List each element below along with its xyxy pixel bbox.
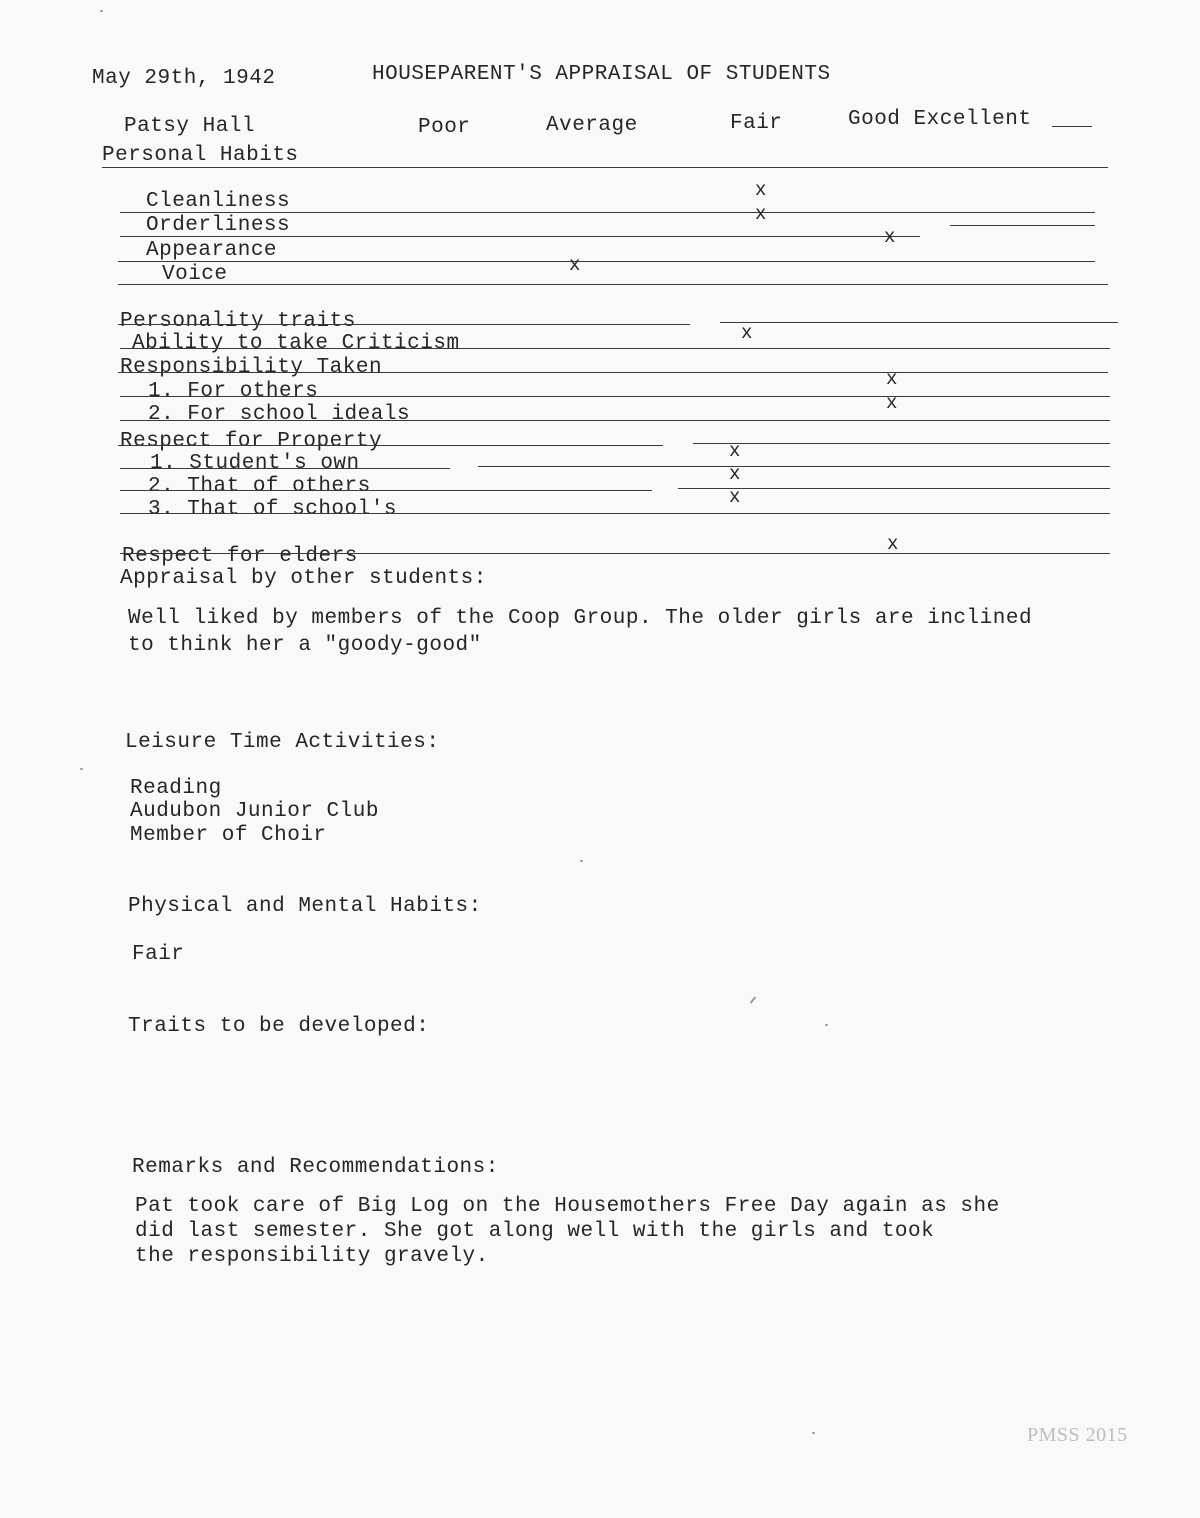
row-line	[120, 236, 920, 237]
label-traits: Traits to be developed:	[128, 1015, 430, 1038]
document-title: HOUSEPARENT'S APPRAISAL OF STUDENTS	[372, 63, 831, 86]
label-students-own: 1. Student's own	[150, 452, 360, 475]
column-good-excellent: Good Excellent	[848, 108, 1032, 131]
row-line	[678, 488, 1110, 489]
mark-voice-average: x	[569, 254, 581, 276]
column-average: Average	[546, 114, 638, 137]
row-line	[102, 167, 1108, 168]
physical-mental-value: Fair	[132, 943, 185, 966]
remarks-text-line-2: did last semester. She got along well with the girls and took	[135, 1220, 935, 1243]
paper-speck	[80, 768, 83, 770]
mark-appearance-good: x	[884, 226, 896, 248]
watermark: PMSS 2015	[1027, 1424, 1128, 1446]
leisure-item: Member of Choir	[130, 824, 327, 847]
row-line	[118, 445, 663, 446]
label-respect-elders: Respect for elders	[122, 545, 358, 568]
row-line	[120, 468, 450, 469]
remarks-text-line-1: Pat took care of Big Log on the Housemothers Free Day again as she	[135, 1195, 1000, 1218]
student-name: Patsy Hall	[124, 115, 256, 138]
row-line	[118, 284, 1108, 285]
mark-criticism-fair: x	[741, 322, 753, 344]
row-line	[118, 372, 1108, 373]
label-that-of-others: 2. That of others	[148, 475, 371, 498]
mark-school-ideals-good: x	[886, 392, 898, 414]
row-line	[118, 324, 690, 325]
row-line	[120, 212, 1095, 213]
column-poor: Poor	[418, 116, 471, 139]
mark-orderliness-fair: x	[755, 203, 767, 225]
row-line	[478, 466, 1110, 467]
label-physical-mental: Physical and Mental Habits:	[128, 895, 482, 918]
header-underline	[1052, 126, 1092, 127]
mark-that-of-others-fair: x	[729, 463, 741, 485]
label-voice: Voice	[162, 263, 228, 286]
row-line	[118, 261, 1095, 262]
label-orderliness: Orderliness	[146, 214, 291, 237]
row-line	[120, 513, 1110, 514]
row-line	[120, 396, 1110, 397]
paper-speck	[825, 1024, 828, 1026]
column-fair: Fair	[730, 112, 783, 135]
row-line	[720, 322, 1118, 323]
paper-speck	[580, 860, 583, 862]
label-remarks: Remarks and Recommendations:	[132, 1156, 499, 1179]
label-school-ideals: 2. For school ideals	[148, 403, 411, 426]
appraisal-text-line-1: Well liked by members of the Coop Group. The older girls are inclined	[128, 607, 1033, 630]
paper-speck	[750, 996, 757, 1003]
label-appraisal-students: Appraisal by other students:	[120, 567, 487, 590]
document-date: May 29th, 1942	[92, 67, 276, 90]
remarks-text-line-3: the responsibility gravely.	[135, 1245, 489, 1268]
mark-respect-elders-good: x	[887, 533, 899, 555]
row-line	[120, 348, 1110, 349]
section-responsibility: Responsibility Taken	[120, 356, 383, 379]
label-cleanliness: Cleanliness	[146, 190, 291, 213]
mark-for-others-good: x	[886, 368, 898, 390]
section-personality-traits: Personality traits	[120, 310, 356, 333]
row-line	[120, 420, 1110, 421]
label-leisure: Leisure Time Activities:	[125, 731, 440, 754]
paper-speck	[812, 1432, 815, 1434]
label-appearance: Appearance	[146, 239, 278, 262]
leisure-item: Audubon Junior Club	[130, 800, 379, 823]
mark-schools-fair: x	[729, 486, 741, 508]
row-line	[120, 490, 652, 491]
leisure-item: Reading	[130, 777, 222, 800]
section-personal-habits: Personal Habits	[102, 144, 299, 167]
section-respect-property: Respect for Property	[120, 430, 383, 453]
row-line	[120, 553, 1110, 554]
paper-speck	[100, 10, 103, 12]
mark-students-own-fair: x	[729, 440, 741, 462]
appraisal-text-line-2: to think her a "goody-good"	[128, 634, 482, 657]
label-ability-criticism: Ability to take Criticism	[132, 332, 460, 355]
row-line	[693, 443, 1110, 444]
mark-cleanliness-fair: x	[755, 179, 767, 201]
row-line	[950, 225, 1095, 226]
label-that-of-schools: 3. That of school's	[148, 498, 397, 521]
label-for-others: 1. For others	[148, 380, 319, 403]
